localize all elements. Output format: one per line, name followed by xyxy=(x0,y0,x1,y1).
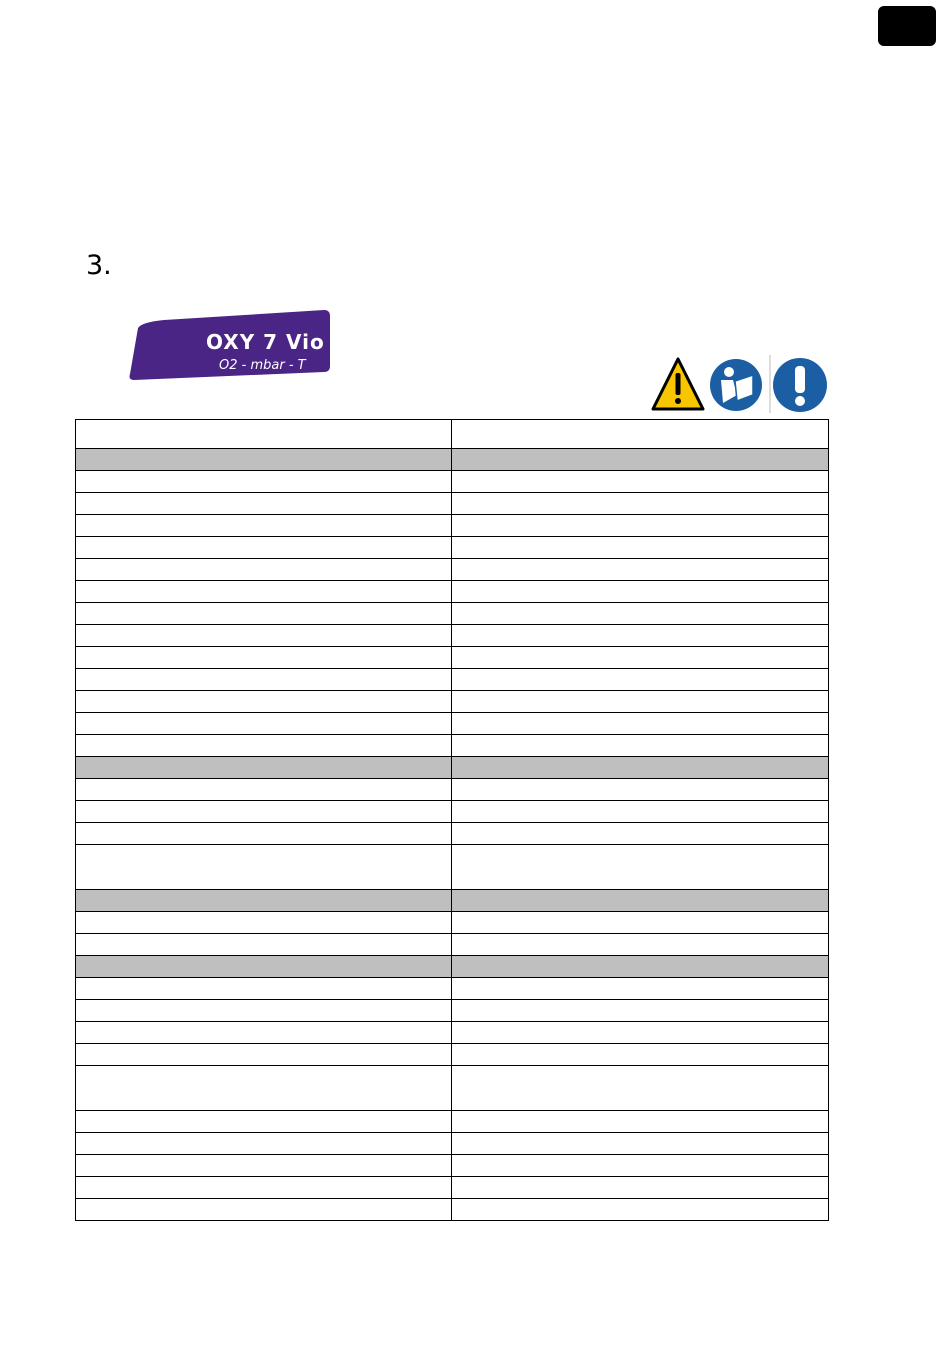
table-row xyxy=(76,735,829,757)
table-row xyxy=(76,603,829,625)
table-row xyxy=(76,669,829,691)
table-cell-label xyxy=(76,956,452,978)
table-row xyxy=(76,978,829,1000)
table-cell-label xyxy=(76,735,452,757)
table-section-header xyxy=(76,757,829,779)
table-cell-label xyxy=(76,978,452,1000)
table-cell-value xyxy=(452,1044,829,1066)
table-cell-label xyxy=(76,493,452,515)
table-row xyxy=(76,912,829,934)
table-cell-value xyxy=(452,515,829,537)
table-cell-value xyxy=(452,757,829,779)
table-section-header xyxy=(76,449,829,471)
table-cell-value xyxy=(452,845,829,890)
attention-icon xyxy=(769,355,827,413)
table-cell-value xyxy=(452,625,829,647)
table-cell-label xyxy=(76,1199,452,1221)
table-cell-value xyxy=(452,1199,829,1221)
table-cell-label xyxy=(76,912,452,934)
table-row xyxy=(76,515,829,537)
table-cell-label xyxy=(76,823,452,845)
table-row xyxy=(76,1111,829,1133)
table-row xyxy=(76,420,829,449)
table-cell-value xyxy=(452,559,829,581)
table-cell-value xyxy=(452,691,829,713)
table-row xyxy=(76,1199,829,1221)
table-cell-value xyxy=(452,537,829,559)
logo-title: OXY 7 Vio xyxy=(206,330,325,354)
table-cell-label xyxy=(76,1111,452,1133)
table-row xyxy=(76,1022,829,1044)
table-row xyxy=(76,559,829,581)
table-cell-value xyxy=(452,647,829,669)
table-cell-label xyxy=(76,1155,452,1177)
table-section-header xyxy=(76,956,829,978)
table-row xyxy=(76,691,829,713)
table-cell-label xyxy=(76,1133,452,1155)
table-cell-value xyxy=(452,449,829,471)
specifications-table xyxy=(75,419,829,1221)
table-cell-value xyxy=(452,603,829,625)
table-section-header xyxy=(76,890,829,912)
table-cell-value xyxy=(452,1133,829,1155)
table-cell-value xyxy=(452,934,829,956)
table-cell-label xyxy=(76,581,452,603)
table-cell-label xyxy=(76,559,452,581)
table-cell-label xyxy=(76,845,452,890)
table-cell-label xyxy=(76,420,452,449)
table-cell-label xyxy=(76,713,452,735)
table-cell-label xyxy=(76,625,452,647)
table-cell-label xyxy=(76,890,452,912)
table-cell-label xyxy=(76,603,452,625)
table-cell-value xyxy=(452,890,829,912)
table-cell-value xyxy=(452,420,829,449)
warning-icon xyxy=(653,359,703,409)
table-row xyxy=(76,537,829,559)
table-cell-label xyxy=(76,647,452,669)
table-cell-label xyxy=(76,1066,452,1111)
table-cell-value xyxy=(452,1022,829,1044)
table-cell-label xyxy=(76,1000,452,1022)
table-row xyxy=(76,779,829,801)
safety-icons xyxy=(651,355,829,413)
table-cell-label xyxy=(76,779,452,801)
table-cell-value xyxy=(452,978,829,1000)
table-cell-value xyxy=(452,493,829,515)
table-row xyxy=(76,647,829,669)
table-cell-value xyxy=(452,823,829,845)
table-cell-label xyxy=(76,691,452,713)
table-cell-label xyxy=(76,1177,452,1199)
table-cell-value xyxy=(452,1177,829,1199)
table-row xyxy=(76,1177,829,1199)
table-cell-value xyxy=(452,735,829,757)
table-row xyxy=(76,1133,829,1155)
section-number: 3. xyxy=(86,250,112,281)
table-cell-value xyxy=(452,779,829,801)
table-cell-value xyxy=(452,956,829,978)
table-cell-label xyxy=(76,1022,452,1044)
table-row xyxy=(76,934,829,956)
table-cell-value xyxy=(452,1155,829,1177)
table-cell-value xyxy=(452,713,829,735)
table-cell-value xyxy=(452,581,829,603)
table-row xyxy=(76,581,829,603)
table-row xyxy=(76,713,829,735)
table-cell-label xyxy=(76,934,452,956)
table-row xyxy=(76,823,829,845)
table-cell-label xyxy=(76,537,452,559)
table-cell-value xyxy=(452,471,829,493)
read-manual-icon xyxy=(710,359,762,411)
table-row xyxy=(76,625,829,647)
table-row xyxy=(76,1066,829,1111)
table-cell-label xyxy=(76,1044,452,1066)
page-tab-marker xyxy=(878,6,936,46)
table-cell-value xyxy=(452,1066,829,1111)
logo-subtitle: O2 - mbar - T xyxy=(219,358,306,373)
table-cell-label xyxy=(76,515,452,537)
table-cell-label xyxy=(76,669,452,691)
table-row xyxy=(76,1044,829,1066)
table-row xyxy=(76,845,829,890)
table-cell-value xyxy=(452,801,829,823)
table-cell-label xyxy=(76,449,452,471)
table-cell-label xyxy=(76,471,452,493)
table-row xyxy=(76,493,829,515)
table-row xyxy=(76,471,829,493)
table-cell-value xyxy=(452,1111,829,1133)
table-row xyxy=(76,1000,829,1022)
table-cell-label xyxy=(76,757,452,779)
table-cell-value xyxy=(452,912,829,934)
table-row xyxy=(76,1155,829,1177)
table-row xyxy=(76,801,829,823)
table-cell-label xyxy=(76,801,452,823)
table-cell-value xyxy=(452,1000,829,1022)
table-cell-value xyxy=(452,669,829,691)
